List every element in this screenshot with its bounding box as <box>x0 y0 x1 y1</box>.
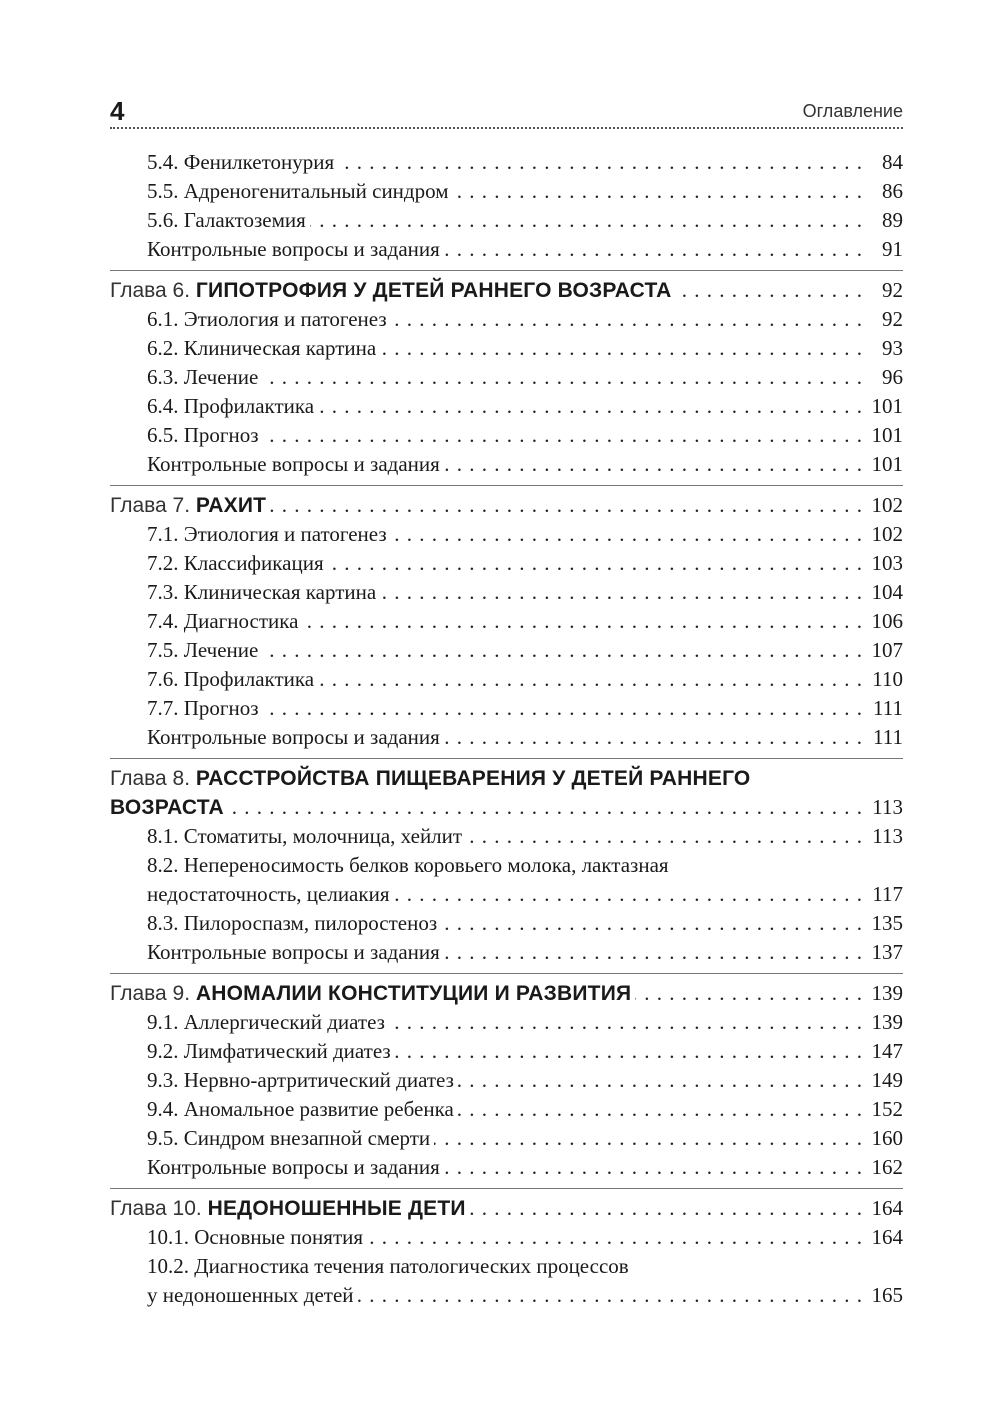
leader-dots <box>395 1037 863 1066</box>
toc-entry[interactable] <box>110 578 903 607</box>
table-of-contents <box>110 148 903 1316</box>
toc-entry[interactable] <box>110 177 903 206</box>
toc-chapter-heading[interactable] <box>110 979 903 1008</box>
chapter-title: НЕДОНОШЕННЫЕ ДЕТИ <box>207 1197 466 1220</box>
leader-dots <box>393 880 863 909</box>
page-ref: 113 <box>872 795 903 819</box>
entry-label: 5.6. Галактоземия <box>147 208 306 232</box>
entry-label: 7.7. Прогноз <box>147 696 259 720</box>
chapter-title-line2: ВОЗРАСТА <box>110 796 224 819</box>
page-ref: 101 <box>871 394 903 418</box>
page-ref: 102 <box>871 522 903 546</box>
page-ref: 113 <box>872 824 903 848</box>
toc-entry[interactable] <box>110 665 903 694</box>
leader-dots <box>318 665 863 694</box>
entry-label: 6.1. Этиология и патогенез <box>147 307 387 331</box>
page-ref: 107 <box>871 638 903 662</box>
leader-dots <box>391 520 863 549</box>
leader-dots <box>228 793 863 822</box>
toc-entry[interactable] <box>110 880 903 909</box>
entry-label: Контрольные вопросы и задания <box>147 237 440 261</box>
leader-dots <box>444 938 863 967</box>
entry-label: Контрольные вопросы и задания <box>147 452 440 476</box>
entry-label: 8.1. Стоматиты, молочница, хейлит <box>147 824 463 848</box>
entry-label: 9.4. Аномальное развитие ребенка <box>147 1097 454 1121</box>
leader-dots <box>444 450 863 479</box>
toc-entry[interactable] <box>110 1037 903 1066</box>
page-ref: 92 <box>882 307 903 331</box>
toc-entry[interactable] <box>110 1066 903 1095</box>
toc-entry[interactable] <box>110 1223 903 1252</box>
entry-label: 6.4. Профилактика <box>147 394 315 418</box>
toc-entry[interactable] <box>110 1281 903 1310</box>
chapter-title: ГИПОТРОФИЯ У ДЕТЕЙ РАННЕГО ВОЗРАСТА <box>195 279 672 302</box>
leader-dots <box>380 578 863 607</box>
page-ref: 137 <box>871 940 903 964</box>
leader-dots <box>389 1008 863 1037</box>
toc-entry[interactable] <box>110 1008 903 1037</box>
header-divider <box>110 127 903 129</box>
toc-chapter-heading[interactable] <box>110 793 903 822</box>
chapter-heading-text <box>110 1194 466 1223</box>
leader-dots <box>263 694 863 723</box>
entry-label: 10.2. Диагностика течения патологических процессов <box>147 1254 629 1278</box>
page-ref: 96 <box>882 365 903 389</box>
running-head: Оглавление <box>802 101 903 121</box>
leader-dots <box>444 723 863 752</box>
toc-entry[interactable] <box>110 549 903 578</box>
entry-label: 7.4. Диагностика <box>147 609 299 633</box>
page-ref: 135 <box>871 911 903 935</box>
chapter-title: РАХИТ <box>195 494 267 517</box>
chapter-number: Глава 10. <box>110 1197 202 1220</box>
toc-entry[interactable] <box>110 636 903 665</box>
toc-entry[interactable] <box>110 723 903 752</box>
entry-label: 8.3. Пилороспазм, пилоростеноз <box>147 911 438 935</box>
entry-label: 7.1. Этиология и патогенез <box>147 522 387 546</box>
page-ref: 152 <box>871 1097 903 1121</box>
leader-dots <box>466 822 863 851</box>
toc-chapter <box>110 973 903 1188</box>
entry-label: 7.6. Профилактика <box>147 667 315 691</box>
leader-dots <box>318 392 863 421</box>
toc-entry[interactable] <box>110 235 903 264</box>
chapter-title: АНОМАЛИИ КОНСТИТУЦИИ И РАЗВИТИЯ <box>195 982 632 1005</box>
entry-label: 6.5. Прогноз <box>147 423 259 447</box>
chapter-number: Глава 9. <box>110 982 191 1005</box>
entry-label: 7.3. Клиническая картина <box>147 580 377 604</box>
leader-dots <box>380 334 863 363</box>
chapter-heading-text <box>110 491 266 520</box>
page-ref: 89 <box>882 208 903 232</box>
toc-entry[interactable] <box>110 909 903 938</box>
toc-entry[interactable] <box>110 421 903 450</box>
toc-entry[interactable] <box>110 206 903 235</box>
toc-entry[interactable] <box>110 392 903 421</box>
page-ref: 103 <box>871 551 903 575</box>
leader-dots <box>263 421 863 450</box>
toc-chapter <box>110 1188 903 1316</box>
page-ref: 102 <box>871 493 903 517</box>
entry-label-line2: недостаточность, целиакия <box>147 882 390 906</box>
page-ref: 104 <box>871 580 903 604</box>
entry-label: 9.5. Синдром внезапной смерти <box>147 1126 431 1150</box>
page-ref: 106 <box>871 609 903 633</box>
page-ref: 162 <box>871 1155 903 1179</box>
toc-entry[interactable] <box>110 450 903 479</box>
page-ref: 164 <box>871 1225 903 1249</box>
chapter-number: Глава 6. <box>110 279 191 302</box>
toc-chapter-heading[interactable] <box>110 764 903 793</box>
chapter-heading-text <box>110 276 672 305</box>
entry-label: 7.5. Лечение <box>147 638 259 662</box>
chapter-number: Глава 7. <box>110 494 191 517</box>
leader-dots <box>453 177 864 206</box>
toc-entry[interactable] <box>110 851 903 880</box>
leader-dots <box>262 363 863 392</box>
entry-label: Контрольные вопросы и задания <box>147 1155 440 1179</box>
leader-dots <box>358 1281 863 1310</box>
page-ref: 111 <box>873 696 903 720</box>
toc-chapter <box>110 758 903 973</box>
leader-dots <box>391 305 863 334</box>
toc-chapter-heading[interactable] <box>110 1194 903 1223</box>
leader-dots <box>270 491 863 520</box>
leader-dots <box>676 276 863 305</box>
leader-dots <box>367 1223 863 1252</box>
page-ref: 164 <box>871 1196 903 1220</box>
leader-dots <box>441 909 863 938</box>
toc-entry[interactable] <box>110 1153 903 1182</box>
entry-label: 6.3. Лечение <box>147 365 259 389</box>
entry-label: 7.2. Классификация <box>147 551 324 575</box>
toc-entry[interactable] <box>110 1252 903 1281</box>
page-ref: 149 <box>871 1068 903 1092</box>
toc-entry[interactable] <box>110 520 903 549</box>
entry-label: Контрольные вопросы и задания <box>147 940 440 964</box>
toc-entry[interactable] <box>110 822 903 851</box>
page-ref: 101 <box>871 423 903 447</box>
toc-chapter <box>110 485 903 758</box>
entry-label: 9.3. Нервно-артритический диатез <box>147 1068 454 1092</box>
leader-dots <box>444 235 863 264</box>
chapter-heading-text <box>110 764 750 793</box>
entry-label: 5.5. Адреногенитальный синдром <box>147 179 449 203</box>
toc-entry[interactable] <box>110 148 903 177</box>
leader-dots <box>262 636 863 665</box>
leader-dots <box>635 979 863 1008</box>
entry-label: 5.4. Фенилкетонурия <box>147 150 335 174</box>
chapter-heading-text <box>110 979 631 1008</box>
toc-chapter <box>110 148 903 270</box>
toc-entry[interactable] <box>110 1124 903 1153</box>
page-ref: 101 <box>871 452 903 476</box>
entry-label: Контрольные вопросы и задания <box>147 725 440 749</box>
leader-dots <box>302 607 863 636</box>
entry-label: 10.1. Основные понятия <box>147 1225 364 1249</box>
chapter-number: Глава 8. <box>110 767 191 790</box>
page-number: 4 <box>110 96 125 126</box>
toc-entry[interactable] <box>110 607 903 636</box>
leader-dots <box>470 1194 863 1223</box>
toc-chapter <box>110 270 903 485</box>
page-ref: 139 <box>871 981 903 1005</box>
page-ref: 110 <box>872 667 903 691</box>
toc-chapter-heading[interactable] <box>110 276 903 305</box>
leader-dots <box>458 1095 863 1124</box>
page-ref: 160 <box>871 1126 903 1150</box>
page-ref: 117 <box>872 882 903 906</box>
toc-entry[interactable] <box>110 305 903 334</box>
toc-entry[interactable] <box>110 694 903 723</box>
entry-label: 9.1. Аллергический диатез <box>147 1010 385 1034</box>
entry-label: 6.2. Клиническая картина <box>147 336 377 360</box>
page-ref: 165 <box>871 1283 903 1307</box>
page-ref: 139 <box>871 1010 903 1034</box>
toc-entry[interactable] <box>110 1095 903 1124</box>
page-ref: 86 <box>882 179 903 203</box>
page-ref: 111 <box>873 725 903 749</box>
chapter-title: РАССТРОЙСТВА ПИЩЕВАРЕНИЯ У ДЕТЕЙ РАННЕГО <box>195 767 751 790</box>
leader-dots <box>338 148 863 177</box>
leader-dots <box>310 206 863 235</box>
entry-label-line2: у недоношенных детей <box>147 1283 354 1307</box>
entry-label: 8.2. Непереносимость белков коровьего молока, лактазная <box>147 853 669 877</box>
leader-dots <box>458 1066 863 1095</box>
leader-dots <box>444 1153 863 1182</box>
entry-label: 9.2. Лимфатический диатез <box>147 1039 391 1063</box>
leader-dots <box>434 1124 863 1153</box>
page-ref: 91 <box>882 237 903 261</box>
page-ref: 92 <box>882 278 903 302</box>
page-ref: 84 <box>882 150 903 174</box>
toc-entry[interactable] <box>110 334 903 363</box>
leader-dots <box>328 549 863 578</box>
page-ref: 93 <box>882 336 903 360</box>
page-ref: 147 <box>871 1039 903 1063</box>
toc-chapter-heading[interactable] <box>110 491 903 520</box>
toc-entry[interactable] <box>110 938 903 967</box>
toc-entry[interactable] <box>110 363 903 392</box>
